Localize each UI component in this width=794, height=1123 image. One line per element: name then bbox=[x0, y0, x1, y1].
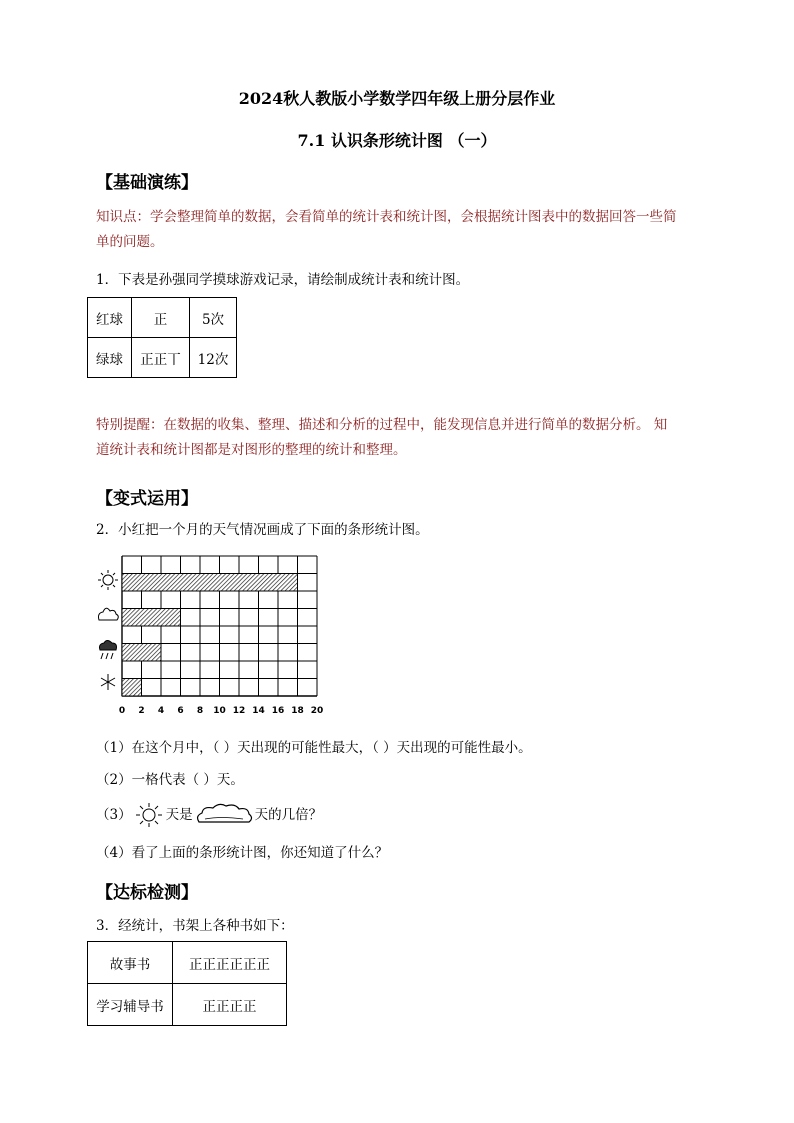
x-tick-label: 4 bbox=[157, 706, 165, 716]
table-cell: 故事书 bbox=[88, 942, 173, 984]
bookshelf-table bbox=[87, 941, 287, 1026]
x-tick-label: 0 bbox=[118, 706, 126, 716]
weather-bar-chart bbox=[92, 550, 332, 730]
sub3-mid: 天是 bbox=[165, 806, 193, 823]
reminder-line-1: 特别提醒：在数据的收集、整理、描述和分析的过程中，能发现信息并进行简单的数据分析。 知 bbox=[96, 417, 668, 433]
reminder-line-2: 道统计表和统计图都是对图形的整理的统计和整理。 bbox=[96, 442, 407, 458]
section-heading-variation: 【变式运用】 bbox=[96, 489, 198, 509]
table-cell: 正正正正 bbox=[173, 984, 287, 1026]
x-tick-label: 14 bbox=[252, 706, 265, 716]
bar-snowy bbox=[122, 679, 142, 697]
x-tick-label: 10 bbox=[213, 706, 226, 716]
cloud-icon bbox=[193, 803, 255, 827]
knowledge-point bbox=[96, 205, 677, 255]
table-cell: 正 bbox=[132, 298, 190, 338]
page-title: 2024秋人教版小学数学四年级上册分层作业 bbox=[238, 89, 556, 108]
section-heading-basic: 【基础演练】 bbox=[96, 173, 198, 193]
sub-question-1: （1）在这个月中，（ ）天出现的可能性最大，（ ）天出现的可能性最小。 bbox=[96, 740, 532, 756]
table-row bbox=[88, 298, 237, 338]
table-cell: 12次 bbox=[190, 338, 237, 378]
x-tick-label: 16 bbox=[271, 706, 285, 716]
bar-rainy bbox=[122, 644, 161, 662]
sun-icon bbox=[132, 802, 166, 828]
page-subtitle: 7.1 认识条形统计图 （一） bbox=[297, 131, 497, 150]
table-cell: 绿球 bbox=[88, 338, 132, 378]
table-row bbox=[88, 984, 287, 1026]
bar-cloudy bbox=[122, 609, 181, 627]
x-tick-label: 8 bbox=[196, 706, 204, 716]
x-tick-label: 2 bbox=[138, 706, 145, 716]
sunny-icon bbox=[98, 570, 118, 590]
table-row bbox=[88, 338, 237, 378]
question-2: 2．小红把一个月的天气情况画成了下面的条形统计图。 bbox=[96, 522, 429, 538]
table-cell: 5次 bbox=[190, 298, 237, 338]
knowledge-line-2: 单的问题。 bbox=[96, 234, 164, 250]
table-row bbox=[88, 942, 287, 984]
knowledge-line-1: 知识点：学会整理简单的数据，会看简单的统计表和统计图，会根据统计图表中的数据回答一些简 bbox=[96, 209, 677, 225]
table-cell: 正正丅 bbox=[132, 338, 190, 378]
bar-sunny bbox=[122, 574, 298, 592]
section-heading-test: 【达标检测】 bbox=[96, 883, 198, 903]
x-tick-label: 20 bbox=[310, 706, 324, 716]
snowy-icon bbox=[101, 674, 115, 690]
sub3-prefix: （3） bbox=[96, 806, 132, 823]
ball-record-table bbox=[87, 297, 237, 378]
x-tick-label: 6 bbox=[177, 706, 184, 716]
sub-question-4: （4）看了上面的条形统计图，你还知道了什么？ bbox=[96, 845, 389, 861]
cloudy-icon bbox=[99, 608, 119, 620]
question-3: 3．经统计，书架上各种书如下： bbox=[96, 918, 294, 934]
special-reminder bbox=[96, 413, 667, 463]
sub3-suffix: 天的几倍？ bbox=[254, 806, 323, 823]
sub-question-3 bbox=[96, 802, 322, 828]
x-tick-label: 12 bbox=[232, 706, 246, 716]
chart-bars bbox=[122, 574, 298, 697]
sub-question-2: （2）一格代表（ ）天。 bbox=[96, 772, 244, 788]
x-tick-label: 18 bbox=[291, 706, 304, 716]
rainy-icon bbox=[100, 641, 117, 660]
question-1: 1．下表是孙强同学摸球游戏记录，请绘制成统计表和统计图。 bbox=[96, 272, 470, 288]
table-cell: 正正正正正正 bbox=[173, 942, 287, 984]
chart-x-ticks bbox=[119, 706, 323, 716]
table-cell: 学习辅导书 bbox=[88, 984, 173, 1026]
table-cell: 红球 bbox=[88, 298, 132, 338]
